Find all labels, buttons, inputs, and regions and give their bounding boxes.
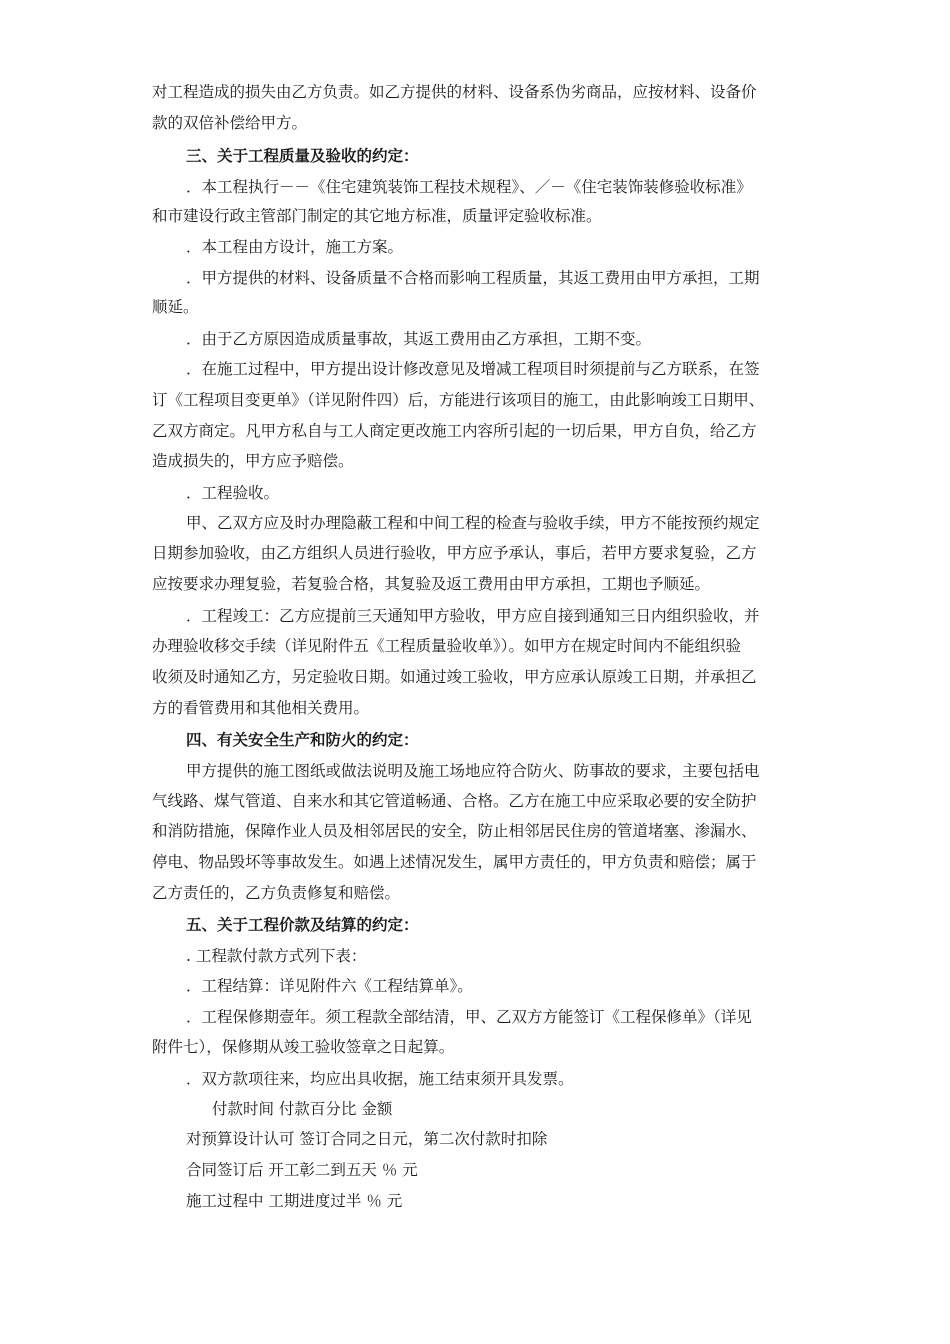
paragraph-line: 对工程造成的损失由乙方负责。如乙方提供的材料、设备系伪劣商品，应按材料、设备价 — [152, 83, 757, 101]
paragraph-line: 造成损失的，甲方应予赔偿。 — [152, 452, 354, 470]
payment-table-row: 对预算设计认可 签订合同之日元，第二次付款时扣除 — [186, 1130, 548, 1148]
paragraph-line: 气线路、煤气管道、自来水和其它管道畅通、合格。乙方在施工中应采取必要的安全防护 — [152, 792, 757, 810]
paragraph-line: 和消防措施，保障作业人员及相邻居民的安全，防止相邻居民住房的管道堵塞、渗漏水、 — [152, 822, 757, 840]
paragraph-line: 和市建设行政主管部门制定的其它地方标准，质量评定验收标准。 — [152, 207, 602, 225]
paragraph-line: ．本工程由方设计，施工方案。 — [186, 238, 404, 256]
paragraph-line: ．在施工过程中，甲方提出设计修改意见及增减工程项目时须提前与乙方联系，在签 — [186, 360, 760, 378]
paragraph-line: ．双方款项往来，均应出具收据，施工结束须开具发票。 — [186, 1070, 574, 1088]
paragraph-line: 附件七），保修期从竣工验收签章之日起算。 — [152, 1038, 455, 1056]
paragraph-line: 停电、物品毁坏等事故发生。如遇上述情况发生，属甲方责任的，甲方负责和赔偿；属于 — [152, 853, 757, 871]
paragraph-line: 甲、乙双方应及时办理隐蔽工程和中间工程的检查与验收手续，甲方不能按预约规定 — [186, 514, 760, 532]
payment-table-row: 施工过程中 工期进度过半 ％ 元 — [186, 1192, 403, 1210]
paragraph-line: 应按要求办理复验，若复验合格，其复验及返工费用由甲方承担，工期也予顺延。 — [152, 575, 711, 593]
paragraph-line: ．甲方提供的材料、设备质量不合格而影响工程质量，其返工费用由甲方承担，工期 — [186, 269, 760, 287]
paragraph-line: 甲方提供的施工图纸或做法说明及施工场地应符合防火、防事故的要求，主要包括电 — [186, 762, 760, 780]
payment-table-header: 付款时间 付款百分比 金额 — [212, 1100, 393, 1118]
paragraph-line: 顺延。 — [152, 298, 199, 316]
paragraph-line: 订《工程项目变更单》（详见附件四）后，方能进行该项目的施工，由此影响竣工日期甲、 — [152, 391, 765, 409]
section-heading-4: 四、有关安全生产和防火的约定： — [186, 731, 419, 749]
paragraph-line: 款的双倍补偿给甲方。 — [152, 114, 308, 132]
payment-table-row: 合同签订后 开工彰二到五天 ％ 元 — [186, 1161, 418, 1179]
paragraph-line: ．工程验收。 — [186, 484, 280, 502]
paragraph-line: 日期参加验收，由乙方组织人员进行验收，甲方应予承认，事后，若甲方要求复验，乙方 — [152, 544, 757, 562]
paragraph-line: 收须及时通知乙方，另定验收日期。如通过竣工验收，甲方应承认原竣工日期，并承担乙 — [152, 668, 757, 686]
paragraph-line: ．工程结算：详见附件六《工程结算单》。 — [186, 977, 473, 995]
paragraph-line: ．工程保修期壹年。须工程款全部结清，甲、乙双方方能签订《工程保修单》（详见 — [186, 1008, 752, 1026]
paragraph-line: ．本工程执行－－《住宅建筑装饰工程技术规程》、／－《住宅装饰装修验收标准》 — [186, 178, 752, 196]
paragraph-line: ．工程竣工：乙方应提前三天通知甲方验收，甲方应自接到通知三日内组织验收，并 — [186, 607, 760, 625]
paragraph-line: 方的看管费用和其他相关费用。 — [152, 699, 370, 717]
paragraph-line: 办理验收移交手续（详见附件五《工程质量验收单》）。如甲方在规定时间内不能组织验 — [152, 637, 742, 655]
paragraph-line: 乙双方商定。凡甲方私自与工人商定更改施工内容所引起的一切后果，甲方自负，给乙方 — [152, 422, 757, 440]
paragraph-line: 乙方责任的，乙方负责修复和赔偿。 — [152, 884, 401, 902]
section-heading-5: 五、关于工程价款及结算的约定： — [186, 916, 419, 934]
section-heading-3: 三、关于工程质量及验收的约定： — [186, 147, 419, 165]
paragraph-line: ．由于乙方原因造成质量事故，其返工费用由乙方承担，工期不变。 — [186, 330, 652, 348]
paragraph-line: . 工程款付款方式列下表： — [186, 947, 367, 965]
